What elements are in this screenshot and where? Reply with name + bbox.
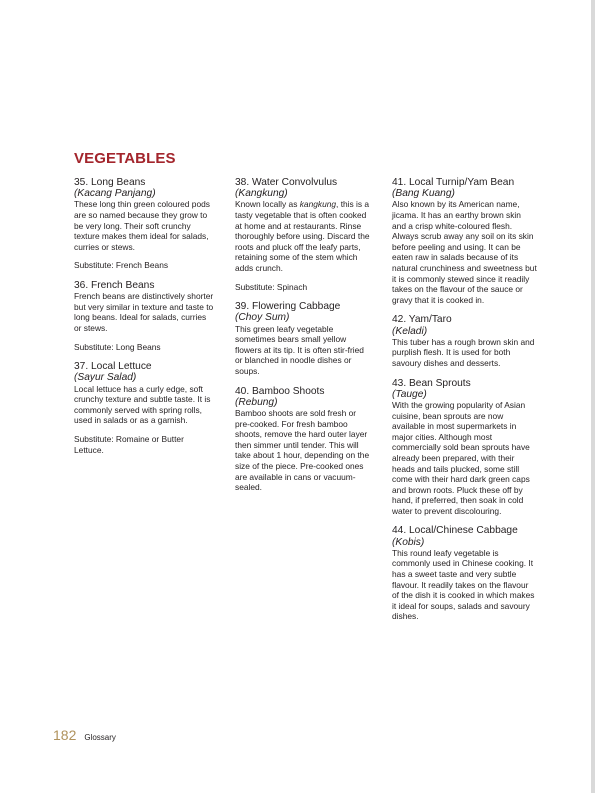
entry-title: 44. Local/Chinese Cabbage bbox=[392, 525, 518, 537]
entry-title: 43. Bean Sprouts bbox=[392, 377, 471, 389]
glossary-entry-bamboo-shoots bbox=[235, 386, 373, 493]
entry-body: This round leafy vegetable is commonly used in Chinese cooking. It has a sweet taste and very subtle flavour. It readily takes on the flavour of the dish it is cooked in which makes it ideal for soups, salads and savoury dishes. bbox=[392, 547, 535, 622]
entry-local-name: (Tauge) bbox=[392, 388, 427, 400]
entry-local-name: (Kangkung) bbox=[235, 188, 288, 200]
page-edge-shadow bbox=[591, 0, 595, 793]
glossary-entry-flowering-cabbage bbox=[235, 301, 373, 376]
entry-local-name: (Bang Kuang) bbox=[392, 188, 455, 200]
section-title: VEGETABLES bbox=[74, 150, 176, 167]
glossary-entry-local-turnip bbox=[392, 177, 537, 305]
column-2 bbox=[235, 177, 373, 502]
entry-body: These long thin green coloured pods are so named because they grow to be very long. Their soft crunchy texture makes them ideal for salads, curries or stews. bbox=[74, 199, 210, 252]
entry-body: This green leafy vegetable sometimes bears small yellow flowers at its tip. It is often stir-fried or blanched in noodle dishes or soups. bbox=[235, 323, 364, 376]
entry-body: Local lettuce has a curly edge, soft crunchy texture and subtle taste. It is commonly served with spring rolls, used in salads or as a garnish. bbox=[74, 383, 211, 426]
glossary-entry-french-beans bbox=[74, 280, 214, 352]
entry-body: Known locally as kangkung, this is a tasty vegetable that is often cooked at home and at restaurants. Rinse thoroughly before using. Discard the roots and pluck off the leafy parts, retaining some of the stem which adds crunch. bbox=[235, 199, 370, 273]
footer-section-label: Glossary bbox=[84, 733, 116, 742]
glossary-entry-chinese-cabbage bbox=[392, 525, 537, 622]
entry-substitute: Substitute: French Beans bbox=[74, 260, 169, 271]
entry-substitute: Substitute: Long Beans bbox=[74, 341, 161, 352]
column-3 bbox=[392, 177, 537, 631]
entry-local-name: (Choy Sum) bbox=[235, 312, 290, 324]
page-number: 182 bbox=[53, 727, 77, 743]
entry-substitute: Substitute: Spinach bbox=[235, 281, 308, 292]
entry-body: Also known by its American name, jicama. It has an earthy brown skin and a crisp white-coloured flesh. Always scrub away any soil on its skin before peeling and using. It can be eaten raw in salads because of its natural crunchiness and sweetness but it is commonly stewed since it readily takes on the flavour of the sauce or gravy that it is cooked in. bbox=[392, 199, 537, 305]
entry-local-name: (Sayur Salad) bbox=[74, 372, 137, 384]
entry-title: 37. Local Lettuce bbox=[74, 361, 152, 373]
entry-title: 36. French Beans bbox=[74, 279, 155, 291]
glossary-entry-bean-sprouts bbox=[392, 378, 537, 517]
entry-substitute: Substitute: Romaine or Butter Lettuce. bbox=[74, 433, 184, 455]
entry-body: With the growing popularity of Asian cuisine, bean sprouts are now available in most supermarkets in major cities. Although most commercially sold bean sprouts have already been prepared, with their heads and tails plucked, some still come with their hard dark green caps and brown roots. Pluck these off by hand, if preferred, then soak in cold water to prevent discolouring. bbox=[392, 399, 530, 516]
entry-body: Bamboo shoots are sold fresh or pre-cooked. For fresh bamboo shoots, remove the hard outer layer then simmer until tender. This will take about 1 hour, depending on the size of the piece. Pre-cooked ones are available in cans or vacuum-sealed. bbox=[235, 407, 370, 493]
entry-body: French beans are distinctively shorter but very similar in texture and taste to long beans. Ideal for salads, curries or stews. bbox=[74, 291, 214, 333]
entry-title: 38. Water Convolvulus bbox=[235, 177, 338, 188]
column-1 bbox=[74, 177, 214, 464]
entry-title: 40. Bamboo Shoots bbox=[235, 385, 325, 397]
glossary-entry-yam-taro bbox=[392, 314, 537, 368]
page-footer bbox=[53, 727, 116, 743]
entry-title: 39. Flowering Cabbage bbox=[235, 301, 341, 313]
glossary-entry-long-beans bbox=[74, 177, 214, 271]
glossary-entry-local-lettuce bbox=[74, 361, 214, 455]
entry-local-name: (Kobis) bbox=[392, 536, 425, 548]
entry-local-name: (Kacang Panjang) bbox=[74, 188, 156, 200]
entry-title: 41. Local Turnip/Yam Bean bbox=[392, 177, 515, 188]
entry-local-name: (Keladi) bbox=[392, 325, 428, 337]
glossary-entry-water-convolvulus bbox=[235, 177, 373, 292]
entry-body: This tuber has a rough brown skin and purplish flesh. It is used for both savoury dishes and desserts. bbox=[392, 336, 535, 368]
entry-local-name: (Rebung) bbox=[235, 396, 278, 408]
entry-title: 42. Yam/Taro bbox=[392, 314, 452, 326]
entry-title: 35. Long Beans bbox=[74, 177, 146, 188]
